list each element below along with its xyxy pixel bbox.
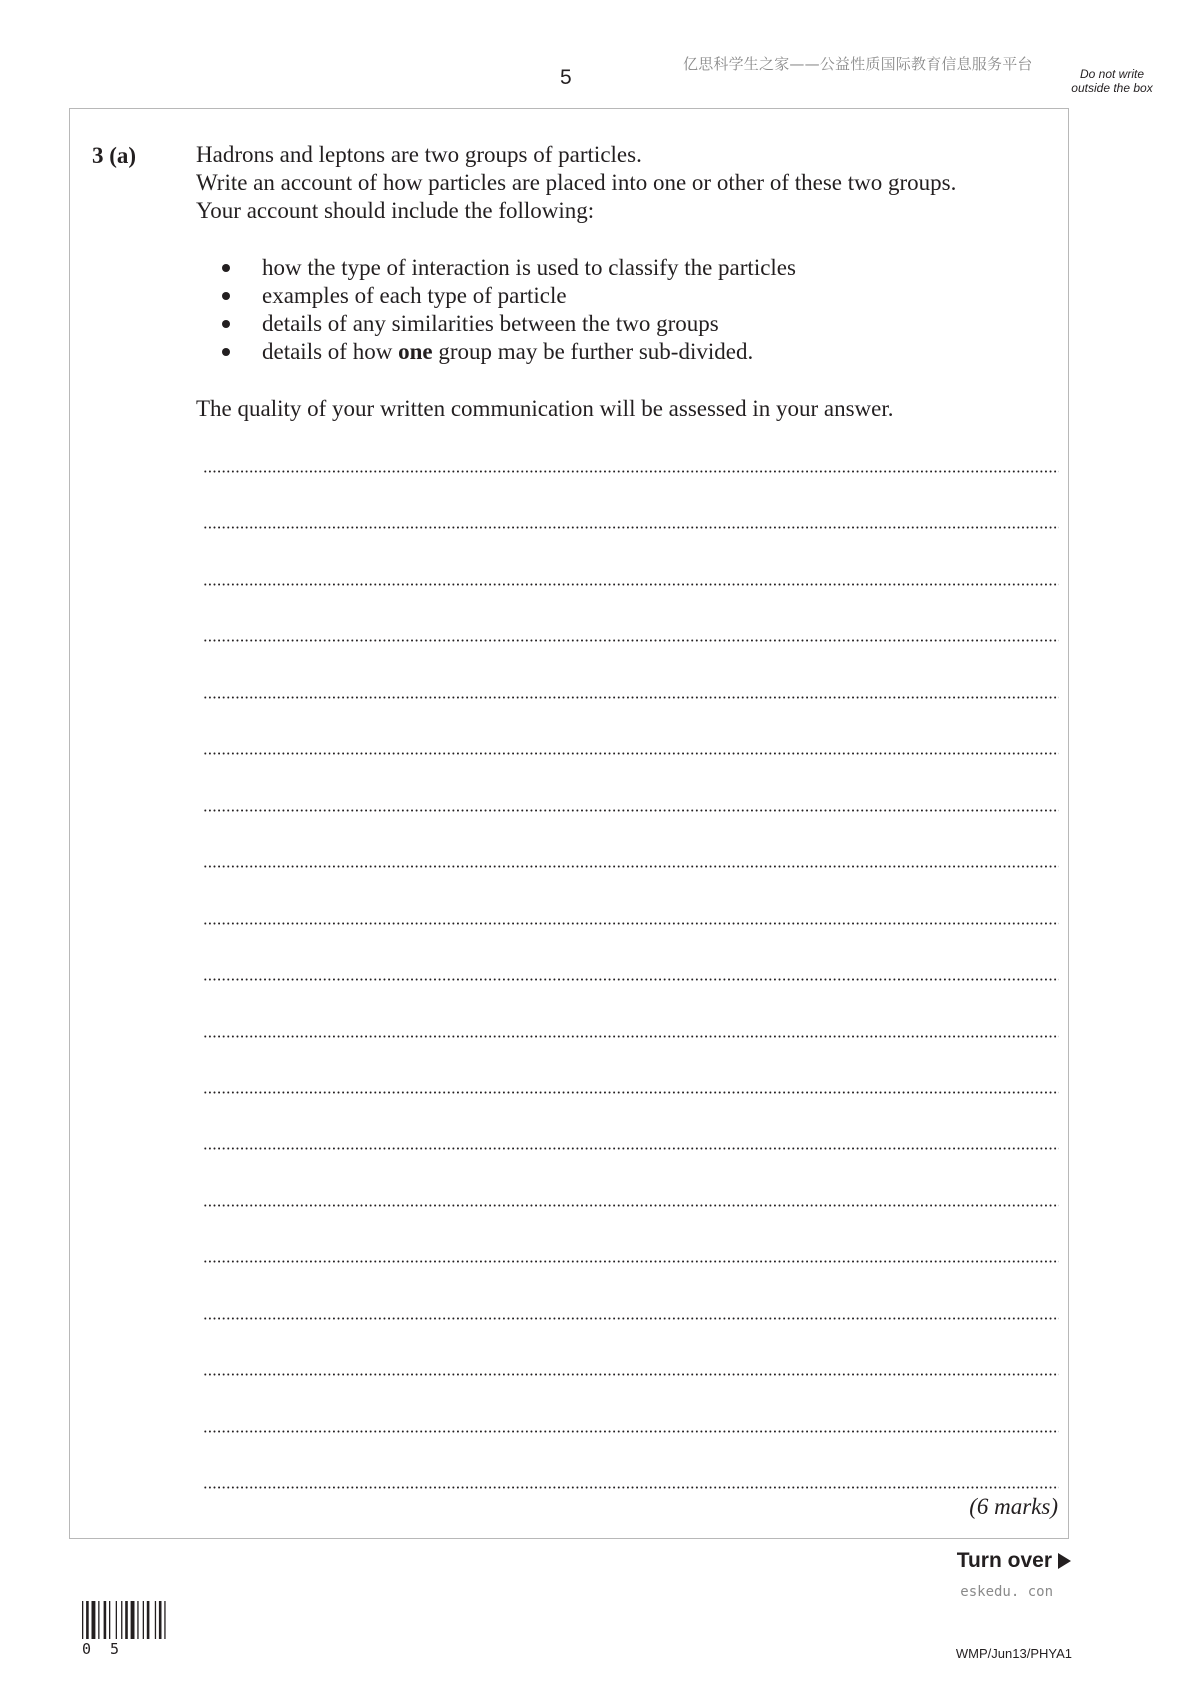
margin-note: Do not write outside the box — [1071, 67, 1153, 95]
answer-line — [203, 752, 1059, 755]
bullet-bold: one — [398, 339, 433, 364]
play-arrow-icon — [1058, 1553, 1071, 1569]
turn-over — [957, 1549, 1071, 1573]
bullet-icon — [222, 348, 230, 356]
answer-line — [203, 1147, 1059, 1150]
bullet-item — [196, 282, 1056, 310]
answer-line — [203, 1430, 1059, 1433]
answer-line — [203, 1091, 1059, 1094]
answer-line — [203, 978, 1059, 981]
bullet-list — [196, 254, 1056, 366]
answer-line — [203, 809, 1059, 812]
bullet-item — [196, 310, 1056, 338]
bullet-icon — [222, 264, 230, 272]
answer-line — [203, 470, 1059, 473]
bullet-text: examples of each type of particle — [262, 283, 567, 308]
watermark-bottom: eskedu. con — [960, 1584, 1053, 1600]
watermark-top: 亿思科学生之家——公益性质国际教育信息服务平台 — [683, 55, 1033, 73]
answer-line — [203, 865, 1059, 868]
bullet-text: details of how — [262, 339, 399, 364]
bullet-item — [196, 254, 1056, 282]
bullet-text: how the type of interaction is used to classify the particles — [262, 255, 796, 280]
bullet-text: group may be further sub-divided. — [432, 339, 754, 364]
question-intro — [196, 141, 1056, 225]
answer-line — [203, 1035, 1059, 1038]
answer-line — [203, 922, 1059, 925]
answer-line — [203, 1317, 1059, 1320]
barcode-icon — [82, 1601, 178, 1639]
intro-line: Your account should include the following: — [196, 198, 595, 223]
intro-line: Hadrons and leptons are two groups of particles. — [196, 142, 642, 167]
answer-line — [203, 1373, 1059, 1376]
turn-over-label: Turn over — [956, 1549, 1052, 1572]
intro-line: Write an account of how particles are placed into one or other of these two groups. — [196, 170, 957, 195]
bullet-icon — [222, 320, 230, 328]
answer-line — [203, 1486, 1059, 1489]
barcode-digits: 0 5 — [82, 1640, 125, 1658]
answer-line — [203, 1204, 1059, 1207]
bullet-text: details of any similarities between the two groups — [262, 311, 719, 336]
answer-line — [203, 1260, 1059, 1263]
question-number: 3 (a) — [92, 143, 137, 168]
paper-code: WMP/Jun13/PHYA1 — [955, 1646, 1072, 1661]
qwc-note: The quality of your written communication will be assessed in your answer. — [196, 396, 894, 421]
bullet-icon — [222, 292, 230, 300]
page-number: 5 — [560, 66, 572, 89]
marks: (6 marks) — [969, 1494, 1058, 1519]
bullet-item — [196, 338, 1056, 366]
answer-line — [203, 696, 1059, 699]
answer-line — [203, 583, 1059, 586]
answer-line — [203, 526, 1059, 529]
answer-line — [203, 639, 1059, 642]
